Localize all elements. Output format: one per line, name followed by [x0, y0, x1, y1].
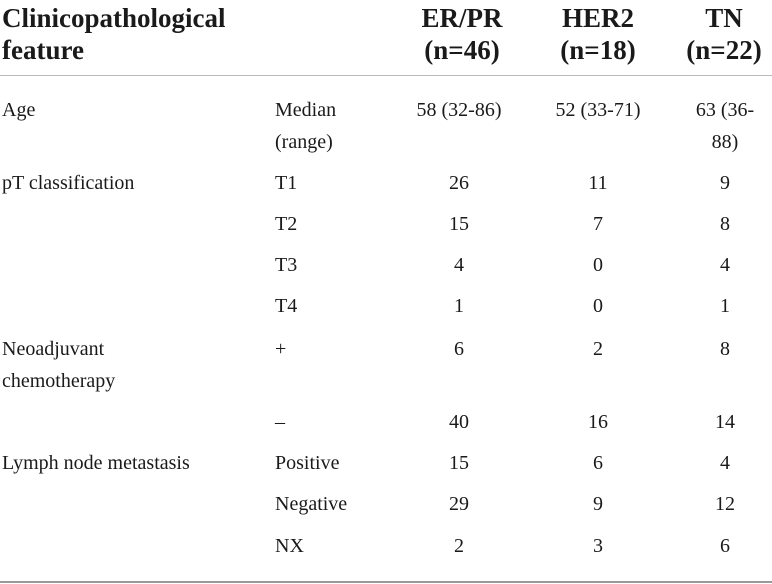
t4-her2: 0	[593, 295, 603, 317]
header-her2-line1: HER2	[561, 3, 634, 33]
header-tn-line1: TN	[705, 3, 743, 33]
neo-neg-er-pr: 40	[449, 411, 469, 433]
ln-neg-her2: 9	[593, 493, 603, 515]
header-er-pr-line1: ER/PR	[421, 3, 503, 33]
ln-nx-er-pr: 2	[454, 535, 464, 557]
header-feature	[2, 2, 226, 66]
t2-her2: 7	[593, 213, 603, 235]
header-tn	[676, 2, 772, 66]
header-rule	[0, 75, 772, 76]
sub-neo-positive: +	[275, 338, 287, 360]
ln-pos-her2: 6	[593, 452, 603, 474]
neo-pos-tn: 8	[720, 338, 730, 360]
t3-tn: 4	[720, 254, 730, 276]
sub-ln-negative: Negative	[275, 493, 348, 515]
sub-t3: T3	[275, 254, 298, 276]
header-her2-line2: (n=18)	[560, 35, 636, 65]
age-er-pr: 58 (32-86)	[416, 99, 502, 121]
sub-neo-negative: –	[275, 411, 285, 433]
t4-er-pr: 1	[454, 295, 464, 317]
ln-nx-tn: 6	[720, 535, 730, 557]
t1-tn: 9	[720, 172, 730, 194]
feature-neoadjuvant-line1: Neoadjuvant	[2, 338, 105, 360]
t3-er-pr: 4	[454, 254, 464, 276]
sub-t1: T1	[275, 172, 298, 194]
sub-ln-positive: Positive	[275, 452, 340, 474]
feature-neoadjuvant-line2: chemotherapy	[2, 370, 116, 392]
t2-tn: 8	[720, 213, 730, 235]
header-er-pr	[410, 2, 514, 66]
ln-pos-tn: 4	[720, 452, 730, 474]
header-feature-line1: Clinicopathological	[2, 3, 226, 33]
neo-pos-her2: 2	[593, 338, 603, 360]
ln-pos-er-pr: 15	[449, 452, 469, 474]
header-her2	[538, 2, 658, 66]
t3-her2: 0	[593, 254, 603, 276]
feature-pt-classification: pT classification	[2, 172, 135, 194]
table-header	[0, 0, 772, 75]
age-tn-line1: 63 (36-	[695, 99, 755, 121]
neo-neg-her2: 16	[588, 411, 608, 433]
sub-age-line2: (range)	[275, 131, 333, 153]
ln-neg-er-pr: 29	[449, 493, 469, 515]
feature-lymph-node: Lymph node metastasis	[2, 452, 190, 474]
bottom-rule	[0, 581, 772, 583]
neo-pos-er-pr: 6	[454, 338, 464, 360]
ln-nx-her2: 3	[593, 535, 603, 557]
age-her2: 52 (33-71)	[555, 99, 641, 121]
sub-t4: T4	[275, 295, 298, 317]
neo-neg-tn: 14	[715, 411, 735, 433]
feature-age: Age	[2, 99, 36, 121]
header-feature-line2: feature	[2, 35, 84, 65]
ln-neg-tn: 12	[715, 493, 735, 515]
header-er-pr-line2: (n=46)	[424, 35, 500, 65]
sub-t2: T2	[275, 213, 298, 235]
t1-her2: 11	[588, 172, 608, 194]
sub-ln-nx: NX	[275, 535, 304, 557]
age-tn-line2: 88)	[711, 131, 739, 153]
t4-tn: 1	[720, 295, 730, 317]
sub-age-line1: Median	[275, 99, 337, 121]
header-tn-line2: (n=22)	[686, 35, 762, 65]
t2-er-pr: 15	[449, 213, 469, 235]
t1-er-pr: 26	[449, 172, 469, 194]
